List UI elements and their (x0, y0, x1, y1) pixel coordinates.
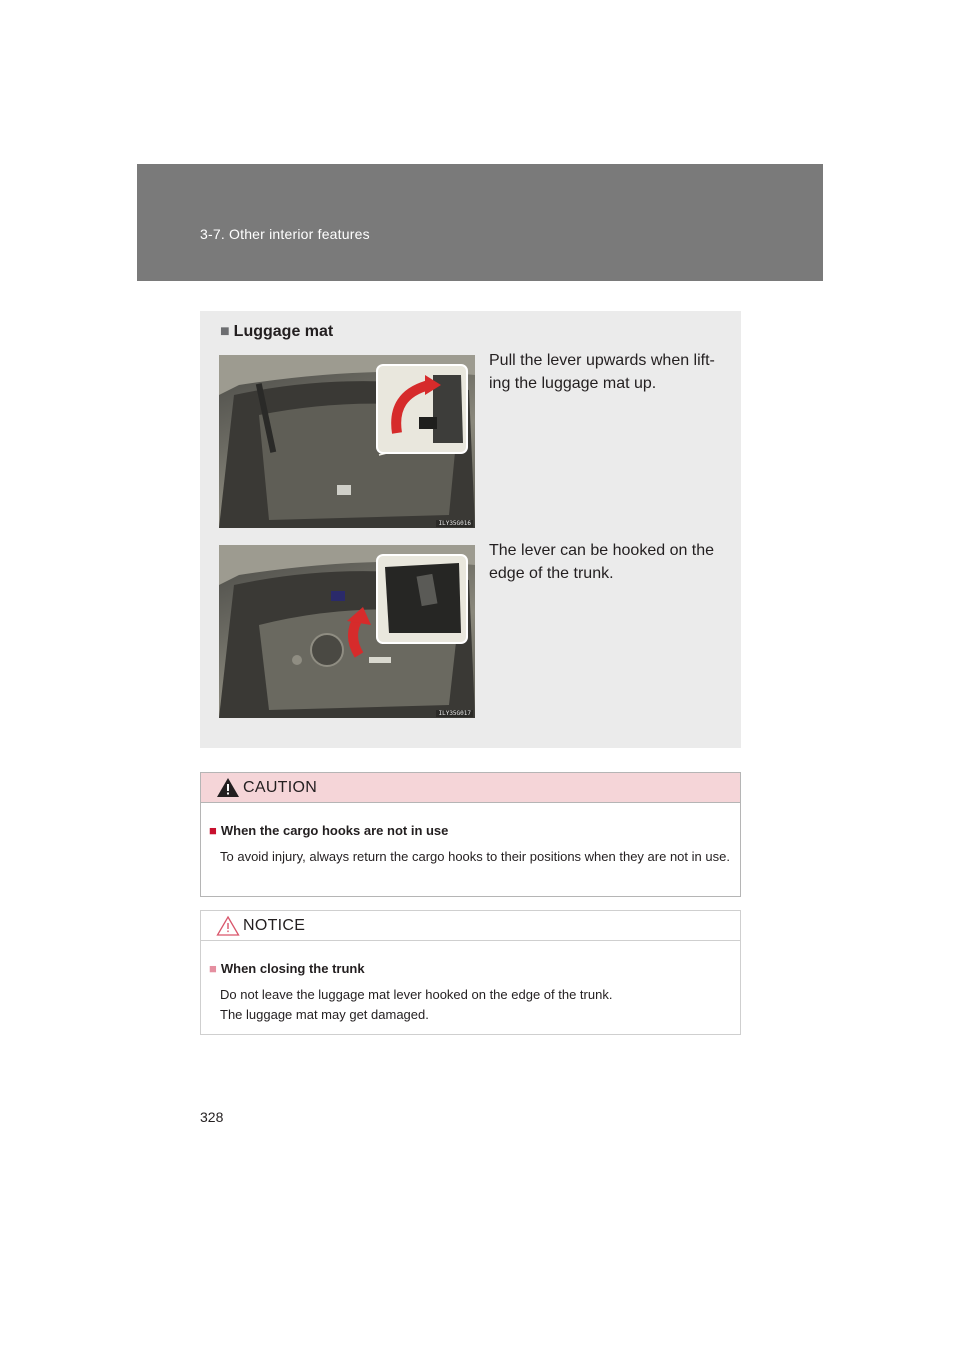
notice-item-title-text: When closing the trunk (220, 961, 365, 976)
caution-header (201, 773, 740, 803)
image-code: ILY35G017 (438, 710, 471, 717)
warning-triangle-icon (216, 777, 240, 798)
notice-item-marker: ■ (209, 961, 217, 976)
caption-hook-lever: The lever can be hooked on the edge of the trunk. (489, 542, 715, 582)
notice-item-text (220, 985, 736, 1025)
heading-text: Luggage mat (233, 323, 334, 340)
warning-triangle-outline-icon (216, 915, 240, 936)
caution-box (200, 772, 741, 897)
caution-item-marker: ■ (209, 823, 217, 838)
caution-item-text: To avoid injury, always return the cargo hooks to their positions when they are not in use. (220, 849, 730, 864)
header-band (137, 164, 823, 281)
notice-label: NOTICE (243, 917, 306, 934)
luggage-mat-panel (200, 311, 741, 748)
trunk-illustration-1 (219, 355, 475, 528)
trunk-illustration-2 (219, 545, 475, 718)
caution-item-title (209, 823, 448, 838)
illustration-hook-lever (219, 545, 475, 718)
section-title: 3-7. Other interior features (200, 226, 370, 242)
notice-box (200, 910, 741, 1035)
illustration-lift-lever (219, 355, 475, 528)
notice-item-title (209, 961, 365, 976)
notice-header (201, 911, 740, 941)
page-number: 328 (200, 1109, 224, 1125)
notice-text-line-2: The luggage mat may get damaged. (220, 1007, 429, 1022)
notice-text-line-1: Do not leave the luggage mat lever hooked on the edge of the trunk. (220, 987, 613, 1002)
image-code: ILY35G016 (438, 520, 471, 527)
caution-item-title-text: When the cargo hooks are not in use (220, 823, 449, 838)
caption-lift-lever: Pull the lever upwards when lift-ing the luggage mat up. (489, 352, 715, 392)
caution-label: CAUTION (243, 779, 318, 796)
luggage-mat-heading (220, 323, 333, 341)
heading-marker: ■ (220, 323, 230, 340)
